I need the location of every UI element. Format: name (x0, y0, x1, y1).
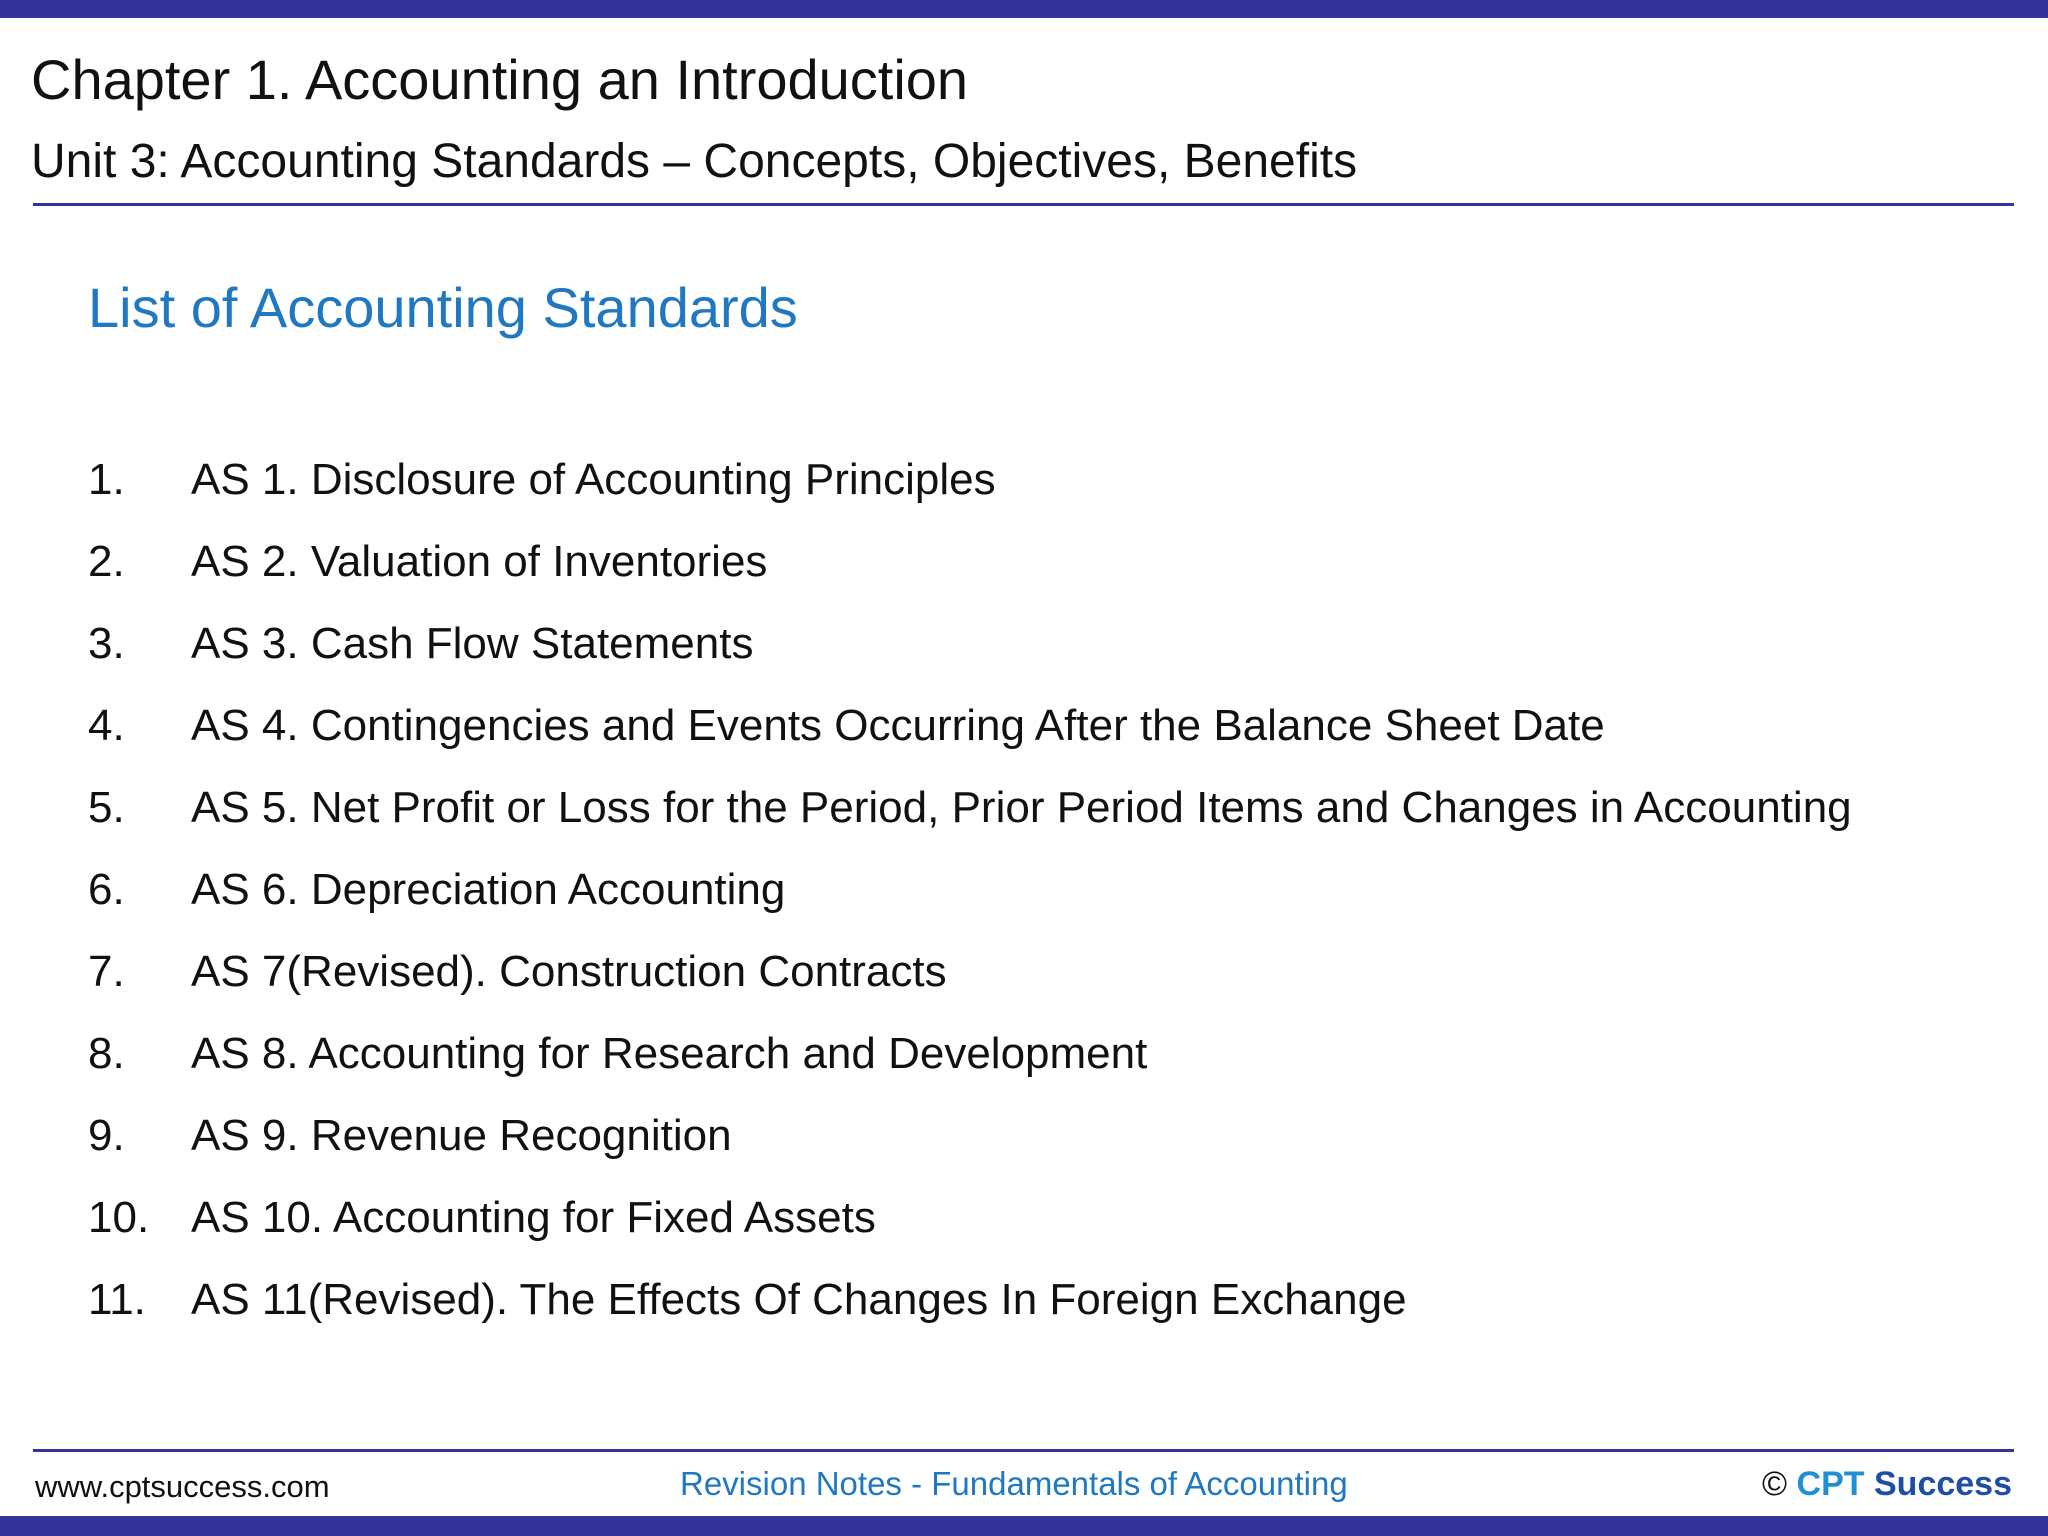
list-item-number: 2. (88, 537, 125, 586)
list-item-text: AS 5. Net Profit or Loss for the Period, Prior Period Items and Changes in Accounting (191, 783, 1852, 832)
list-item-number: 6. (88, 865, 125, 914)
list-item-number: 8. (88, 1029, 125, 1078)
list-item-text: AS 10. Accounting for Fixed Assets (191, 1193, 876, 1242)
list-item-text: AS 8. Accounting for Research and Development (191, 1029, 1148, 1078)
list-item-number: 11. (88, 1275, 146, 1324)
chapter-title: Chapter 1. Accounting an Introduction (31, 48, 969, 111)
brand-name-part2: Success (1874, 1465, 2012, 1503)
header-divider (33, 203, 2014, 206)
footer-website: www.cptsuccess.com (35, 1469, 330, 1504)
list-item-text: AS 11(Revised). The Effects Of Changes In Foreign Exchange (191, 1275, 1407, 1324)
footer-brand (1762, 1462, 2012, 1506)
list-item-text: AS 7(Revised). Construction Contracts (191, 947, 947, 996)
bottom-accent-bar (0, 1516, 2048, 1536)
footer-divider (33, 1449, 2014, 1452)
list-item-text: AS 1. Disclosure of Accounting Principles (191, 455, 996, 504)
list-item-number: 3. (88, 619, 125, 668)
list-item-text: AS 2. Valuation of Inventories (191, 537, 768, 586)
list-item-text: AS 6. Depreciation Accounting (191, 865, 786, 914)
top-accent-bar (0, 0, 2048, 18)
list-item-number: 10. (88, 1193, 150, 1242)
copyright-icon: © (1762, 1465, 1788, 1503)
list-item-text: AS 3. Cash Flow Statements (191, 619, 754, 668)
list-item-text: AS 4. Contingencies and Events Occurring After the Balance Sheet Date (191, 701, 1605, 750)
list-item-text: AS 9. Revenue Recognition (191, 1111, 732, 1160)
list-item-number: 7. (88, 947, 125, 996)
footer-title: Revision Notes - Fundamentals of Accounting (680, 1465, 1348, 1502)
brand-name-part1: CPT (1796, 1465, 1865, 1503)
list-item-number: 1. (88, 455, 125, 504)
list-item-number: 5. (88, 783, 125, 832)
section-heading: List of Accounting Standards (88, 276, 798, 339)
list-item-number: 4. (88, 701, 125, 750)
list-item-number: 9. (88, 1111, 125, 1160)
unit-title: Unit 3: Accounting Standards – Concepts, Objectives, Benefits (31, 135, 1358, 188)
